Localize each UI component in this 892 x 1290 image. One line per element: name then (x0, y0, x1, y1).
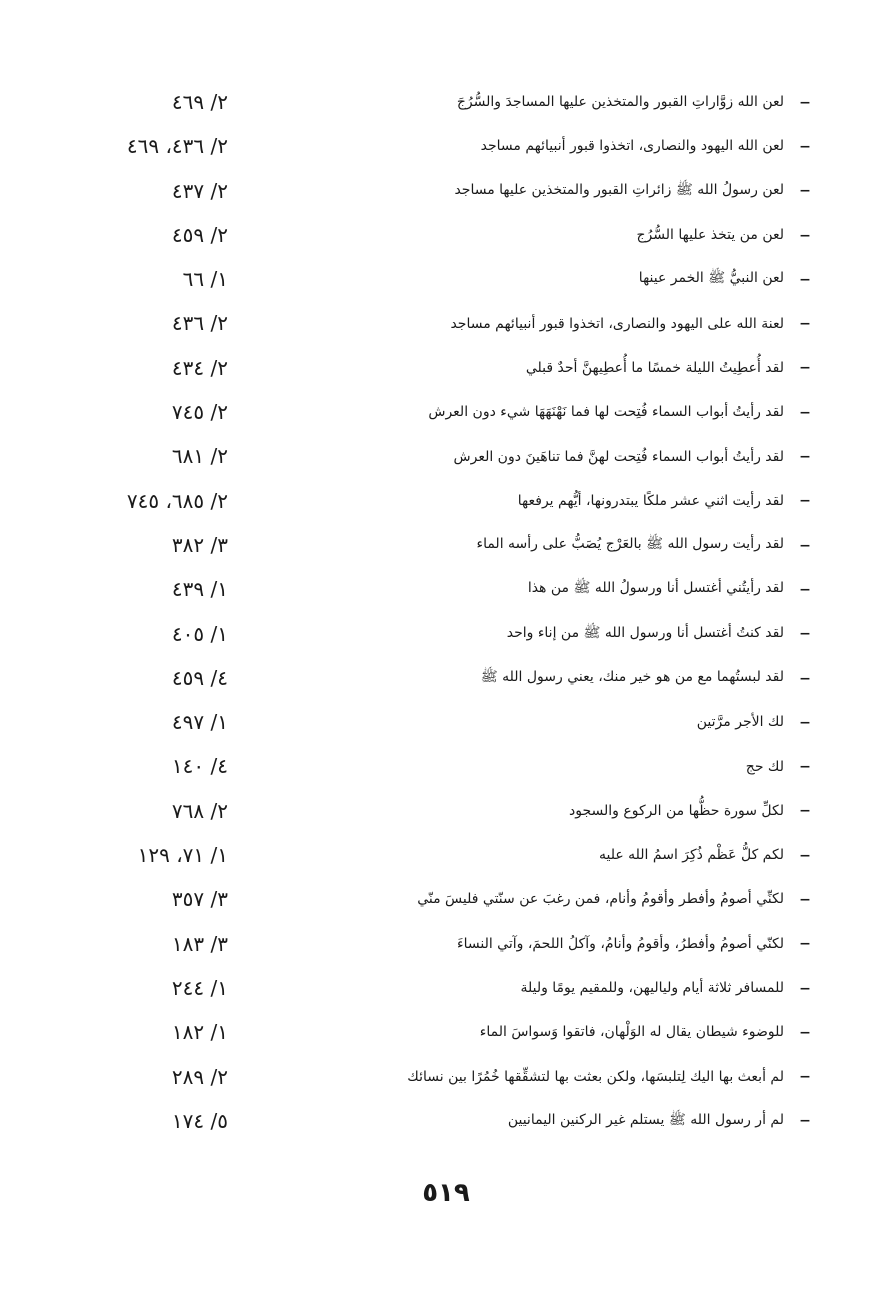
index-entry (70, 789, 820, 833)
entry-dash: – (799, 842, 811, 868)
entry-reference: ١/ ٤٣٩ (171, 577, 228, 602)
entry-reference: ١/ ١٨٢ (171, 1020, 228, 1045)
entry-reference: ١/ ٦٦ (182, 267, 228, 292)
entry-text: لقد لبستُهما مع من هو خير منك، يعني رسول الله ﷺ (480, 669, 784, 685)
index-entry (70, 479, 820, 523)
index-entry (70, 877, 820, 921)
entry-text: لم أبعث بها اليك لِتلبسَها، ولكن بعثت بها لتشقِّقها خُمُرًا بين نسائك (407, 1068, 784, 1085)
index-entry (70, 1010, 820, 1054)
index-entry (70, 922, 820, 966)
entry-text: لقد رأيت رسول الله ﷺ بالعَرْج يُصَبُّ على رأسه الماء (476, 536, 784, 553)
index-entry (70, 124, 820, 168)
entry-text: لقد رأيتُ أبواب السماء فُتِحت لها فما نَهْنَهَهَا شيء دون العرش (428, 404, 784, 421)
entry-text: لقد رأيتُ أبواب السماء فُتِحت لهنَّ فما تناهَينَ دون العرش (453, 448, 784, 465)
page-number: ٥١٩ (422, 1178, 470, 1208)
entry-reference: ٢/ ٤٣٦، ٤٦٩ (126, 134, 228, 159)
entry-dash: – (799, 89, 811, 115)
entry-dash: – (799, 576, 811, 602)
entry-text: لك حج (745, 758, 784, 775)
index-entry (70, 213, 820, 257)
entry-reference: ٤/ ١٤٠ (171, 754, 228, 779)
entry-reference: ١/ ٤٩٧ (171, 710, 228, 735)
entry-dash: – (799, 1064, 811, 1090)
entry-reference: ٢/ ٤٣٤ (171, 355, 228, 380)
entry-text: لقد أُعطِيتُ الليلة خمسًا ما أُعطِيهنَّ أحدٌ قبلي (525, 359, 784, 376)
index-entry (70, 434, 820, 478)
entry-text: لعن الله زوَّاراتِ القبور والمتخذين عليها المساجدَ والسُّرُجَ (456, 94, 784, 111)
entry-text: لم أر رسول الله ﷺ يستلم غير الركنين اليمانيين (507, 1111, 784, 1128)
index-entry (70, 346, 820, 390)
entry-reference: ٢/ ٤٣٦ (171, 311, 228, 336)
index-entry (70, 744, 820, 788)
entry-dash: – (799, 931, 811, 957)
entry-dash: – (799, 178, 811, 204)
entry-text: للمسافر ثلاثة أيام ولياليهن، وللمقيم يومًا وليلة (520, 980, 784, 997)
entry-reference: ٣/ ٣٨٢ (171, 532, 228, 557)
entry-reference: ٢/ ٤٥٩ (171, 222, 228, 247)
index-entry (70, 567, 820, 611)
hadith-index-list (70, 80, 820, 1143)
entry-dash: – (799, 1108, 811, 1134)
entry-dash: – (799, 355, 811, 381)
index-entry (70, 257, 820, 301)
entry-text: لكم كلُّ عَظْم ذُكِرَ اسمُ الله عليه (598, 847, 784, 864)
entry-dash: – (799, 975, 811, 1001)
entry-text: لعنة الله على اليهود والنصارى، اتخذوا قبور أنبيائهم مساجد (450, 315, 784, 332)
entry-reference: ٣/ ٣٥٧ (171, 887, 228, 912)
entry-reference: ٤/ ٤٥٩ (171, 665, 228, 690)
entry-text: لكنّي أصومُ وأفطرُ، وأقومُ وأنامُ، وآكلُ اللحمَ، وآتي النساءَ (457, 935, 784, 952)
entry-text: لعن الله اليهود والنصارى، اتخذوا قبور أنبيائهم مساجد (480, 138, 784, 155)
entry-text: لعن من يتخذ عليها السُّرُج (636, 227, 784, 244)
entry-dash: – (799, 709, 811, 735)
index-entry (70, 1099, 820, 1143)
entry-dash: – (799, 488, 811, 514)
entry-dash: – (799, 798, 811, 824)
index-entry (70, 833, 820, 877)
entry-reference: ٢/ ٢٨٩ (171, 1064, 228, 1089)
entry-text: لقد كنتُ أغتسل أنا ورسول الله ﷺ من إناء واحد (506, 624, 784, 641)
entry-text: للوضوء شيطان يقال له الوَلْهان، فاتقوا وَسواسَ الماء (479, 1024, 784, 1041)
index-entry (70, 656, 820, 700)
entry-text: لقد رأيت اثني عشر ملكًا يبتدرونها، أيُّهم يرفعها (517, 492, 784, 509)
entry-dash: – (799, 444, 811, 470)
entry-reference: ٣/ ١٨٣ (171, 931, 228, 956)
entry-reference: ٥/ ١٧٤ (171, 1108, 228, 1133)
entry-reference: ١/ ٤٠٥ (171, 621, 228, 646)
entry-reference: ٢/ ٧٤٥ (171, 400, 228, 425)
entry-text: لقد رأيتُني أغتسل أنا ورسولُ الله ﷺ من هذا (527, 580, 784, 597)
entry-reference: ٢/ ٦٨٥، ٧٤٥ (126, 488, 228, 513)
entry-reference: ١/ ٧١، ١٢٩ (137, 843, 228, 868)
entry-dash: – (799, 222, 811, 248)
entry-dash: – (799, 754, 811, 780)
index-entry (70, 390, 820, 434)
index-entry (70, 1055, 820, 1099)
entry-text: لك الأجر مرَّتين (696, 714, 784, 731)
entry-dash: – (799, 266, 811, 292)
entry-dash: – (799, 133, 811, 159)
index-entry (70, 80, 820, 124)
entry-reference: ٢/ ٤٣٧ (171, 178, 228, 203)
entry-text: لكنِّي أصومُ وأفطر وأقومُ وأنام، فمن رغبَ عن سنّتي فليسَ منّي (417, 891, 784, 908)
index-entry (70, 612, 820, 656)
entry-text: لعن رسولُ الله ﷺ زائراتِ القبور والمتخذين عليها مساجد (454, 181, 784, 198)
index-entry (70, 523, 820, 567)
entry-reference: ٢/ ٦٨١ (171, 444, 228, 469)
index-entry (70, 169, 820, 213)
entry-dash: – (799, 621, 811, 647)
index-entry (70, 700, 820, 744)
entry-dash: – (799, 886, 811, 912)
entry-reference: ٢/ ٤٦٩ (171, 90, 228, 114)
index-entry (70, 301, 820, 345)
entry-reference: ١/ ٢٤٤ (171, 975, 228, 1000)
entry-dash: – (799, 1019, 811, 1045)
entry-text: لعن النبيُّ ﷺ الخمر عينها (638, 270, 784, 287)
entry-dash: – (799, 311, 811, 337)
entry-dash: – (799, 399, 811, 425)
entry-dash: – (799, 532, 811, 558)
entry-reference: ٢/ ٧٦٨ (171, 798, 228, 823)
entry-text: لكلِّ سورة حظُّها من الركوع والسجود (569, 802, 784, 819)
entry-dash: – (799, 665, 811, 691)
index-entry (70, 966, 820, 1010)
